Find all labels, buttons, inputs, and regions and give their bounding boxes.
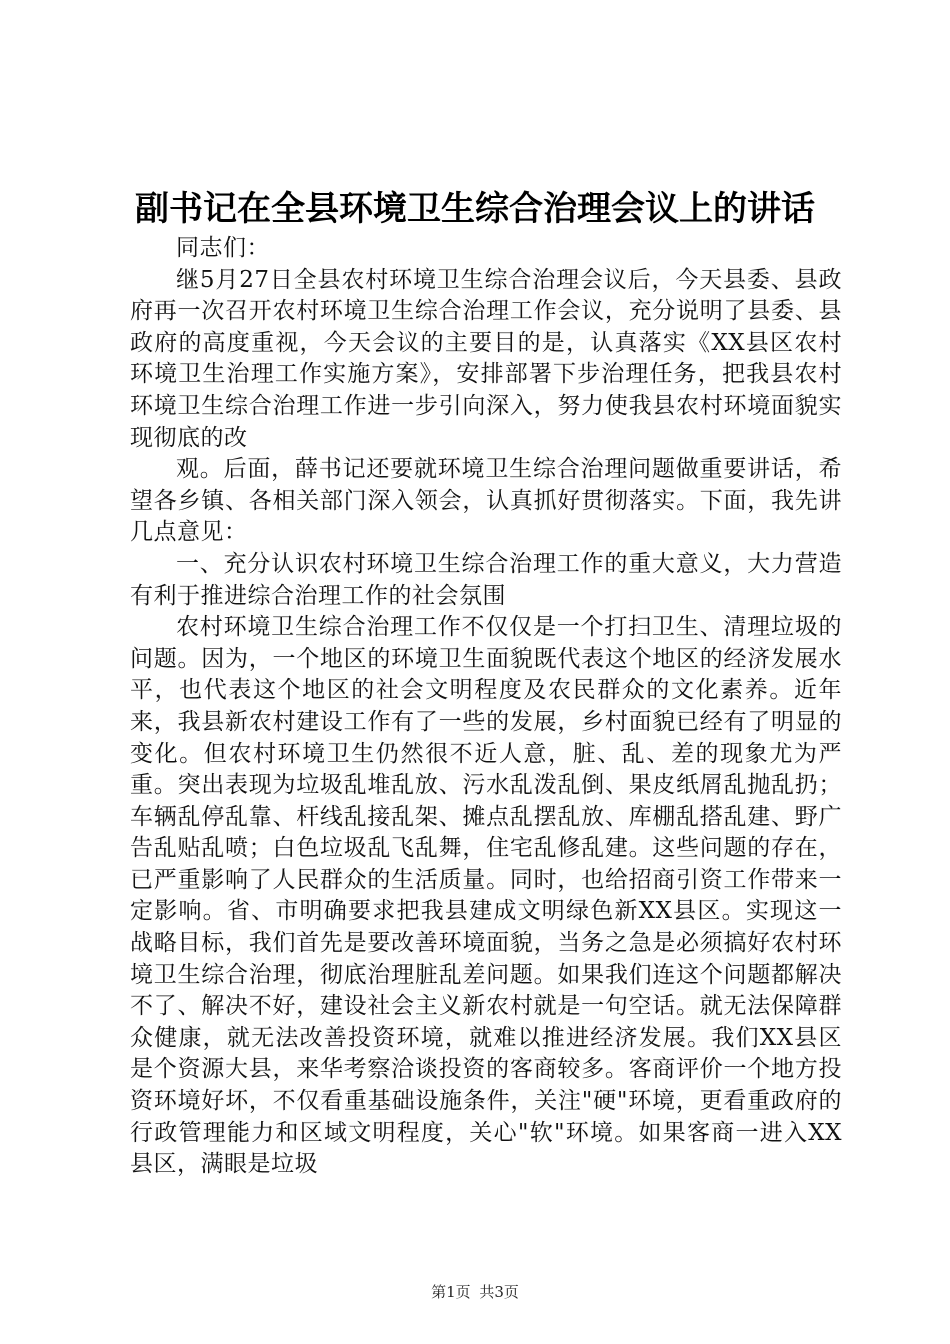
body-paragraph: 观。后面，薛书记还要就环境卫生综合治理问题做重要讲话，希望各乡镇、各相关部门深入领会，认真抓好贯彻落实。下面，我先讲几点意见： (130, 456, 842, 546)
document-title: 副书记在全县环境卫生综合治理会议上的讲话 (135, 189, 815, 229)
page-number-footer: 第1页 共3页 (431, 1283, 519, 1301)
body-paragraph: 农村环境卫生综合治理工作不仅仅是一个打扫卫生、清理垃圾的问题。因为，一个地区的环境卫生面貌既代表这个地区的经济发展水平，也代表这个地区的社会文明程度及农民群众的文化素养。近年来，我县新农村建设工作有了一些的发展，乡村面貌已经有了明显的变化。但农村环境卫生仍然很不近人意，脏、乱、差的现象尤为严重。突出表现为垃圾乱堆乱放、污水乱泼乱倒、果皮纸屑乱抛乱扔；车辆乱停乱靠、杆线乱接乱架、摊点乱摆乱放、库棚乱搭乱建、野广告乱贴乱喷；白色垃圾乱飞乱舞，住宅乱修乱建。这些问题的存在，已严重影响了人民群众的生活质量。同时，也给招商引资工作带来一定影响。省、市明确要求把我县建成文明绿色新XX县区。实现这一战略目标，我们首先是要改善环境面貌，当务之急是必须搞好农村环境卫生综合治理，彻底治理脏乱差问题。如果我们连这个问题都解决不了、解决不好，建设社会主义新农村就是一句空话。就无法保障群众健康，就无法改善投资环境，就难以推进经济发展。我们XX县区是个资源大县，来华考察洽谈投资的客商较多。客商评价一个地方投资环境好坏，不仅看重基础设施条件，关注"硬"环境，更看重政府的行政管理能力和区域文明程度，关心"软"环境。如果客商一进入XX县区，满眼是垃圾 (130, 614, 842, 1178)
section-heading-paragraph: 一、充分认识农村环境卫生综合治理工作的重大意义，大力营造有利于推进综合治理工作的社会氛围 (130, 550, 842, 609)
body-paragraph: 继5月27日全县农村环境卫生综合治理会议后，今天县委、县政府再一次召开农村环境卫生综合治理工作会议，充分说明了县委、县政府的高度重视，今天会议的主要目的是，认真落实《XX县区农村环境卫生治理工作实施方案》，安排部署下步治理任务，把我县农村环境卫生综合治理工作进一步引向深入，努力使我县农村环境面貌实现彻底的改 (130, 266, 842, 451)
salutation-paragraph: 同志们： (176, 235, 270, 261)
document-body (130, 233, 842, 1181)
